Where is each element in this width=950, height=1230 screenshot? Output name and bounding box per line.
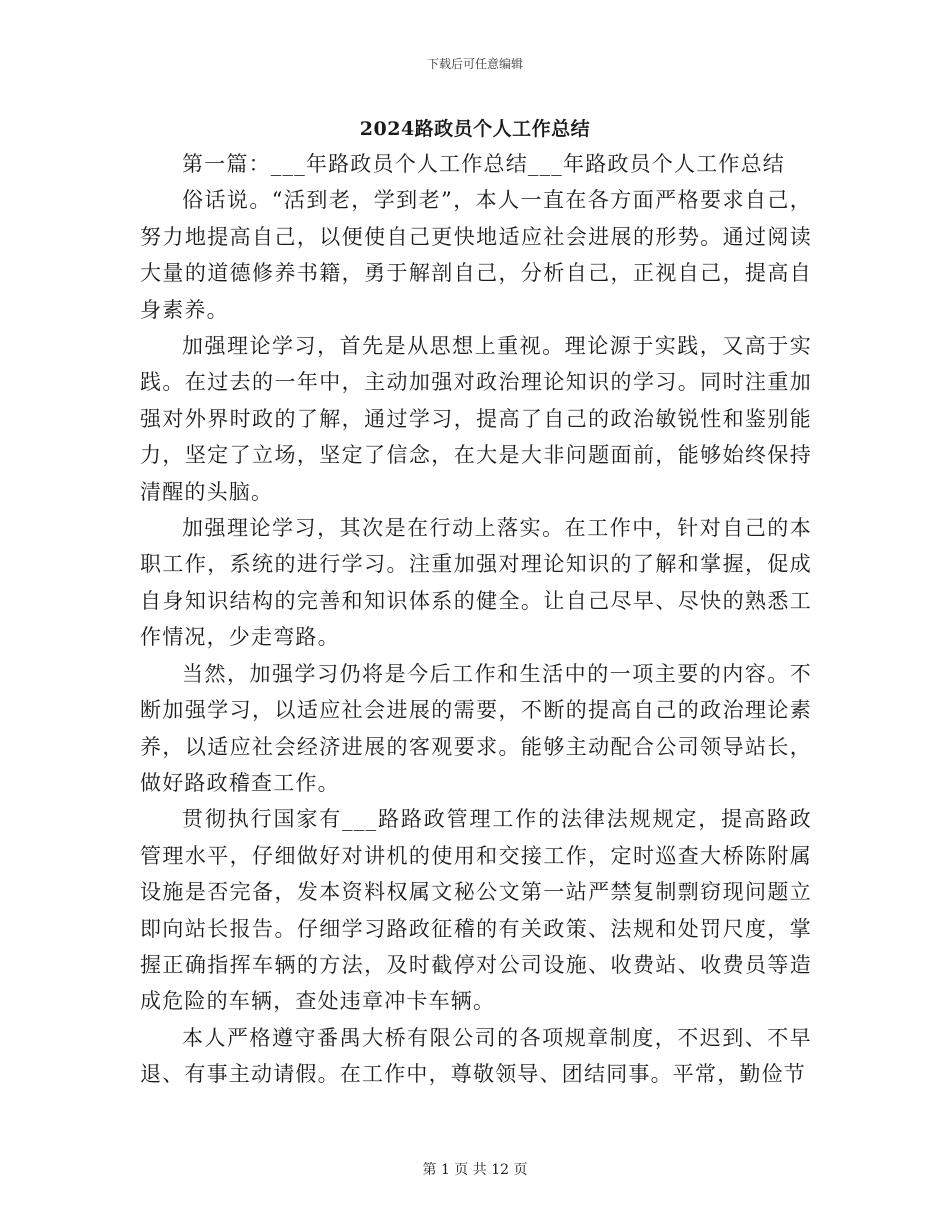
paragraph: 加强理论学习，首先是从思想上重视。理论源于实践，又高于实践。在过去的一年中，主动加强对政治理论知识的学习。同时注重加强对外界时政的了解，通过学习，提高了自己的政治敏锐性和鉴别能力，坚定了立场，坚定了信念，在大是大非问题面前，能够始终保持清醒的头脑。 (140, 334, 812, 504)
paragraph-section-heading: 第一篇：___年路政员个人工作总结___年路政员个人工作总结 (182, 152, 785, 176)
paragraph: 贯彻执行国家有___路路政管理工作的法律法规规定，提高路政管理水平，仔细做好对讲机的使用和交接工作，定时巡查大桥陈附属设施是否完备，发本资料权属文秘公文第一站严禁复制剽窃现问题立即向站长报告。仔细学习路政征稽的有关政策、法规和处罚尺度，掌握正确指挥车辆的方法，及时截停对公司设施、收费站、收费员等造成危险的车辆，查处违章冲卡车辆。 (140, 807, 812, 1014)
document-body (140, 146, 812, 1093)
paragraph: 当然，加强学习仍将是今后工作和生活中的一项主要的内容。不断加强学习，以适应社会进展的需要，不断的提高自己的政治理论素养，以适应社会经济进展的客观要求。能够主动配合公司领导站长，做好路政稽查工作。 (140, 661, 812, 795)
page-number: 第 1 页 共 12 页 (422, 1162, 528, 1178)
paragraph: 加强理论学习，其次是在行动上落实。在工作中，针对自己的本职工作，系统的进行学习。注重加强对理论知识的了解和掌握，促成自身知识结构的完善和知识体系的健全。让自己尽早、尽快的熟悉工作情况，少走弯路。 (140, 516, 812, 650)
header-note: 下载后可任意编辑 (426, 57, 523, 71)
document-title: 2024路政员个人工作总结 (359, 118, 591, 140)
paragraph: 俗话说。“活到老，学到老”，本人一直在各方面严格要求自己，努力地提高自己，以便使自己更快地适应社会进展的形势。通过阅读大量的道德修养书籍，勇于解剖自己，分析自己，正视自己，提高自身素养。 (140, 188, 812, 322)
paragraph: 本人严格遵守番禺大桥有限公司的各项规章制度，不迟到、不早退、有事主动请假。在工作中，尊敬领导、团结同事。平常，勤俭节 (140, 1025, 812, 1087)
